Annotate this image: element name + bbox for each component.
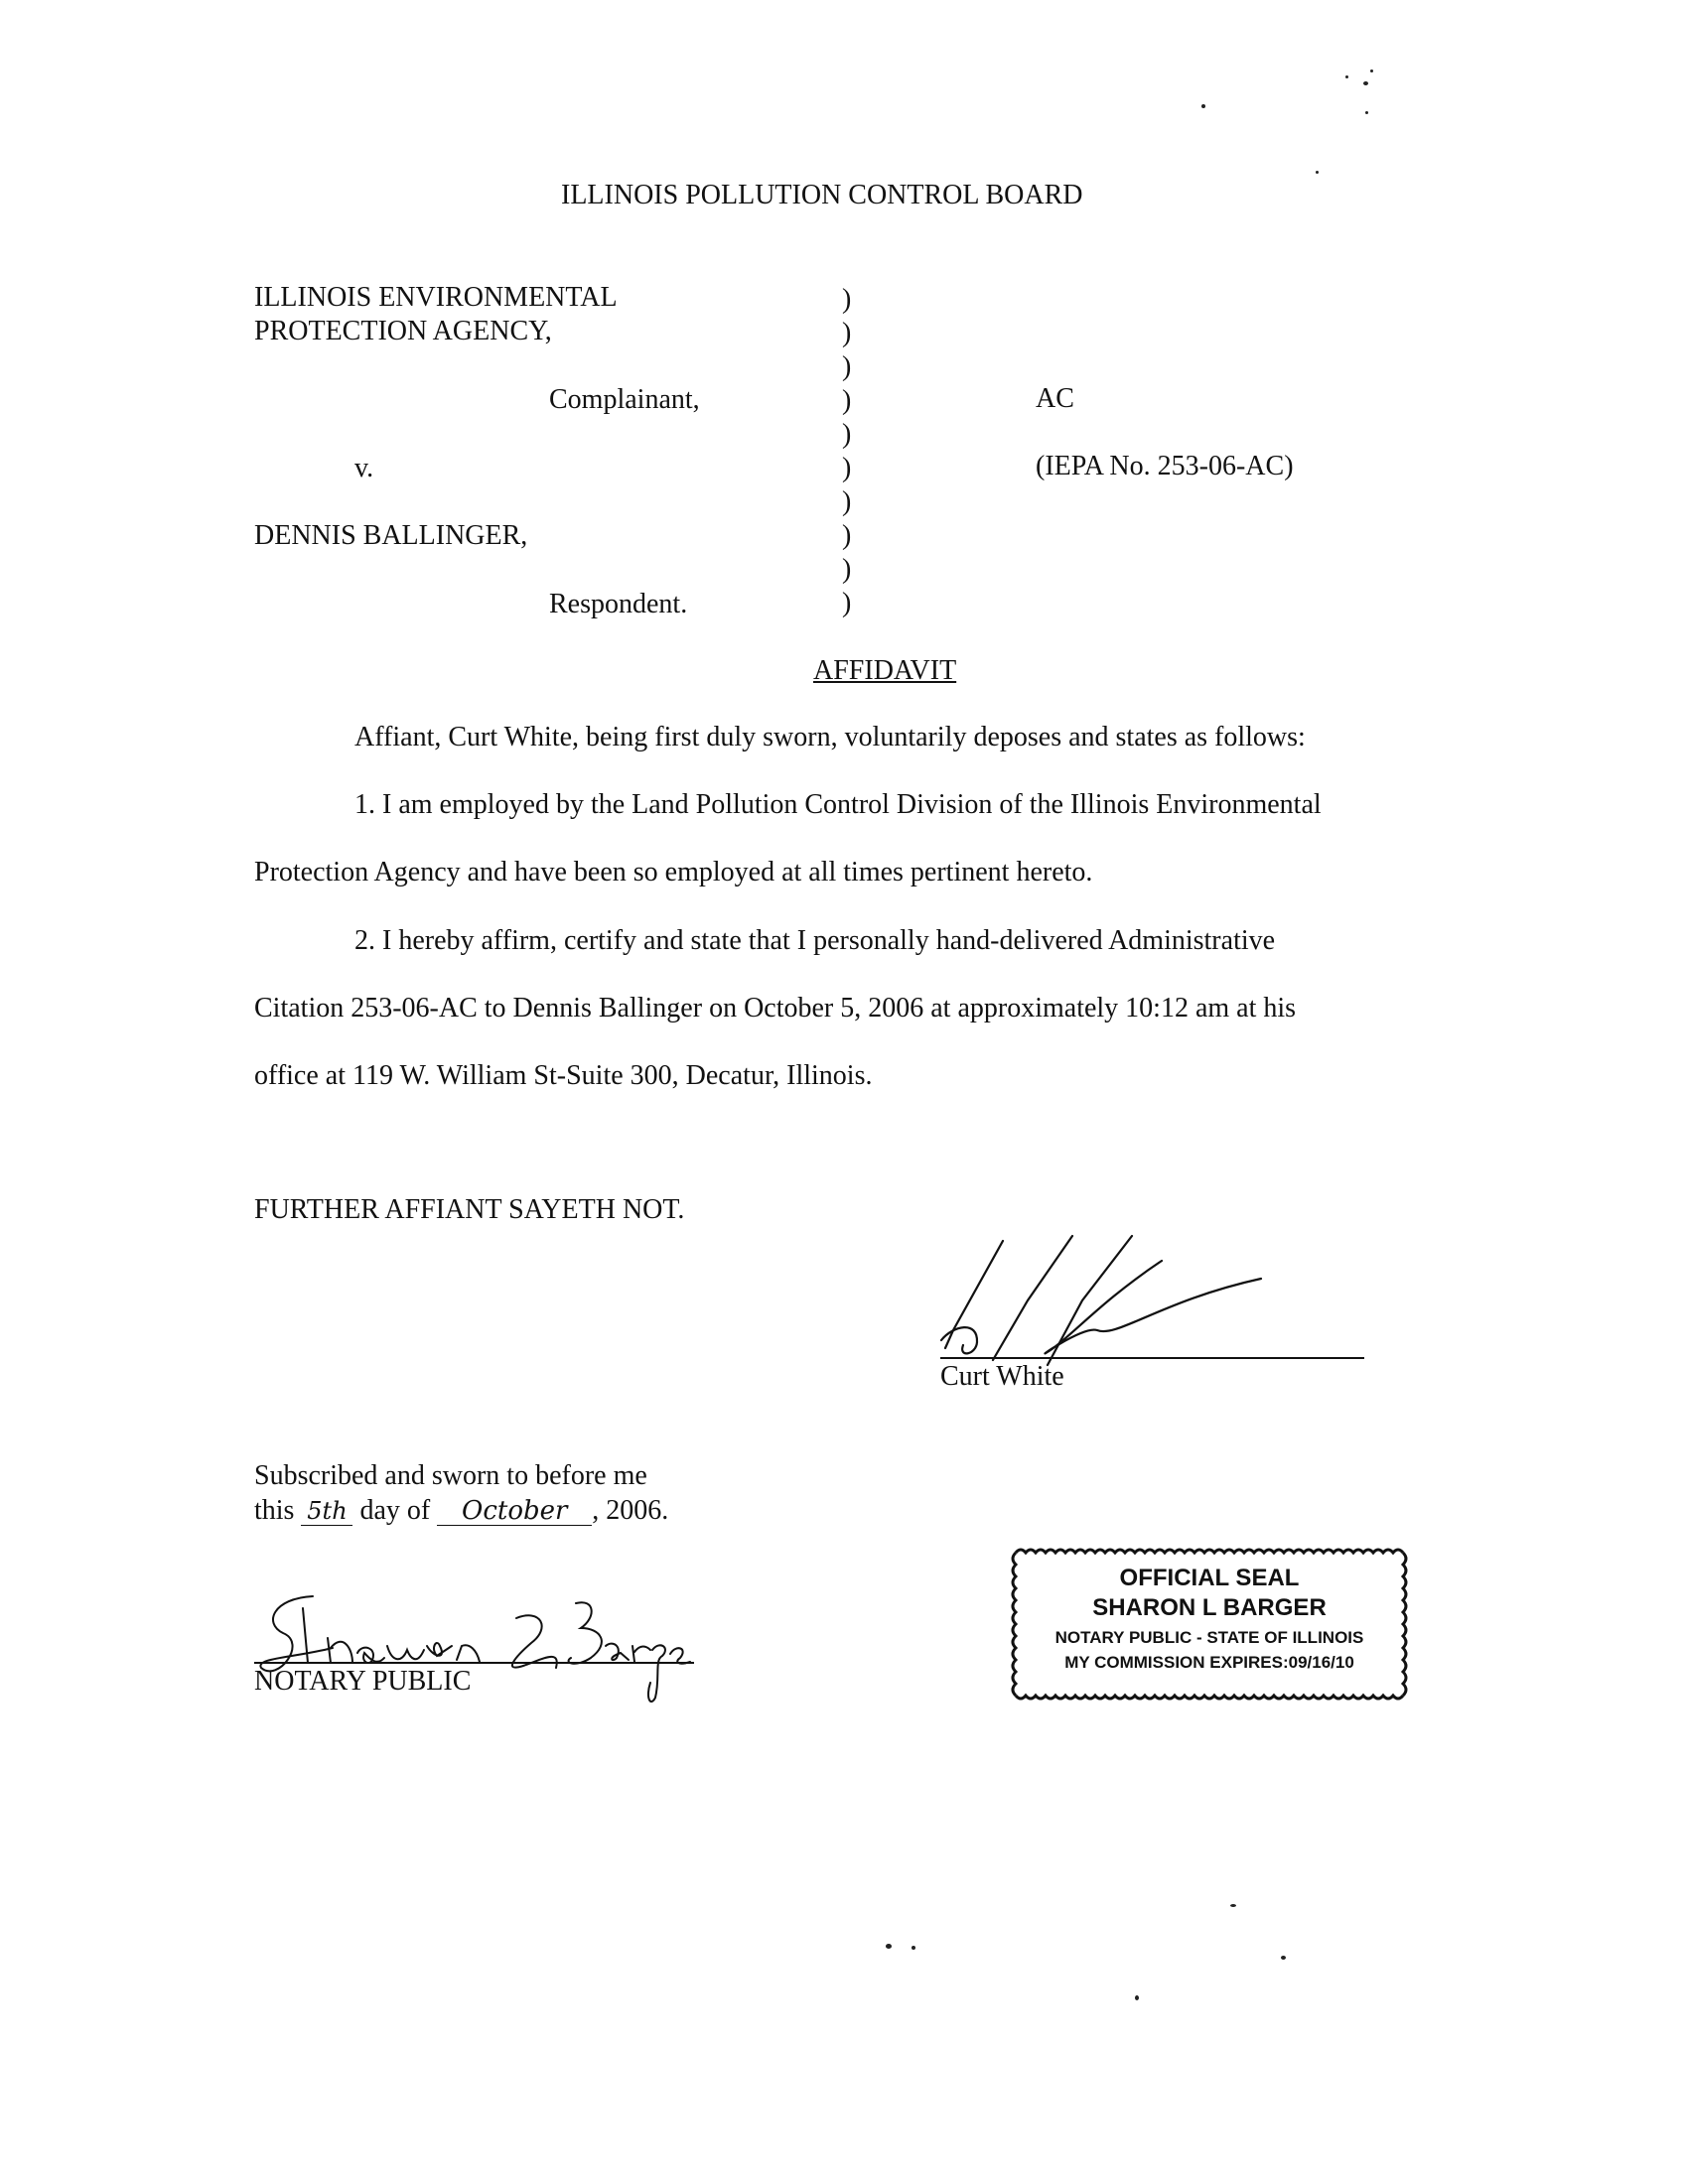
paragraph-2-line-1: 2. I hereby affirm, certify and state that I personally hand-delivered Administrative xyxy=(354,925,1276,956)
paragraph-1-line-2: Protection Agency and have been so employed at all times pertinent hereto. xyxy=(254,857,1093,887)
caption-paren: ) xyxy=(842,453,852,483)
jurat-year: , 2006. xyxy=(592,1495,669,1526)
seal-state-line: NOTARY PUBLIC - STATE OF ILLINOIS xyxy=(1054,1628,1364,1647)
caption-paren: ) xyxy=(842,588,852,618)
jurat-day-handwritten: 5th xyxy=(307,1497,348,1525)
scan-speck xyxy=(1201,104,1205,108)
complainant-name-line1: ILLINOIS ENVIRONMENTAL xyxy=(254,282,618,313)
scan-speck xyxy=(1370,69,1373,72)
caption-parentheses xyxy=(842,283,862,620)
caption-paren: ) xyxy=(842,419,852,450)
caption-paren: ) xyxy=(842,385,852,416)
caption-paren: ) xyxy=(842,351,852,382)
caption-paren: ) xyxy=(842,284,852,315)
jurat-day-field xyxy=(301,1497,352,1526)
intro-paragraph: Affiant, Curt White, being first duly sworn, voluntarily deposes and states as follows: xyxy=(354,722,1306,752)
paragraph-1-line-1: 1. I am employed by the Land Pollution Control Division of the Illinois Environmental xyxy=(354,789,1322,820)
respondent-role: Respondent. xyxy=(549,589,688,619)
board-title: ILLINOIS POLLUTION CONTROL BOARD xyxy=(561,180,1083,210)
scan-speck xyxy=(1365,111,1368,114)
notary-signature-line xyxy=(254,1662,694,1664)
scan-speck xyxy=(1345,75,1348,78)
jurat-line-1: Subscribed and sworn to before me xyxy=(254,1460,647,1491)
jurat-month-field xyxy=(437,1497,592,1526)
jurat-this: this xyxy=(254,1495,295,1526)
notary-seal xyxy=(1010,1545,1409,1704)
complainant-name-line2: PROTECTION AGENCY, xyxy=(254,316,552,346)
scan-speck xyxy=(1135,1995,1139,2000)
affidavit-heading: AFFIDAVIT xyxy=(813,655,957,686)
caption-paren: ) xyxy=(842,554,852,585)
case-suffix: AC xyxy=(1036,383,1074,414)
seal-notary-name: SHARON L BARGER xyxy=(1092,1594,1327,1621)
affiant-signature-line xyxy=(940,1357,1364,1359)
affiant-name: Curt White xyxy=(940,1361,1064,1392)
scan-speck xyxy=(1281,1956,1286,1960)
jurat-month-handwritten: October xyxy=(462,1496,568,1526)
paragraph-2-line-2: Citation 253-06-AC to Dennis Ballinger on October 5, 2006 at approximately 10:12 am at his xyxy=(254,993,1297,1024)
scan-speck xyxy=(1230,1904,1236,1907)
scan-speck xyxy=(1316,171,1319,174)
caption-paren: ) xyxy=(842,486,852,517)
scan-speck xyxy=(886,1944,892,1949)
caption-paren: ) xyxy=(842,318,852,348)
notary-public-label: NOTARY PUBLIC xyxy=(254,1666,472,1697)
seal-commission-expiry: MY COMMISSION EXPIRES:09/16/10 xyxy=(1064,1653,1354,1672)
complainant-role: Complainant, xyxy=(549,384,700,415)
versus: v. xyxy=(354,453,374,483)
iepa-number: (IEPA No. 253-06-AC) xyxy=(1036,451,1294,481)
respondent-name: DENNIS BALLINGER, xyxy=(254,520,528,551)
closing-statement: FURTHER AFFIANT SAYETH NOT. xyxy=(254,1194,685,1225)
jurat-day-of: day of xyxy=(359,1495,431,1526)
paragraph-2-line-3: office at 119 W. William St-Suite 300, Decatur, Illinois. xyxy=(254,1060,873,1091)
caption-paren: ) xyxy=(842,520,852,551)
notary-signature xyxy=(253,1588,700,1717)
scan-speck xyxy=(1363,81,1368,85)
seal-title: OFFICIAL SEAL xyxy=(1119,1565,1300,1591)
jurat-line-2 xyxy=(254,1497,668,1526)
scan-speck xyxy=(912,1946,915,1950)
